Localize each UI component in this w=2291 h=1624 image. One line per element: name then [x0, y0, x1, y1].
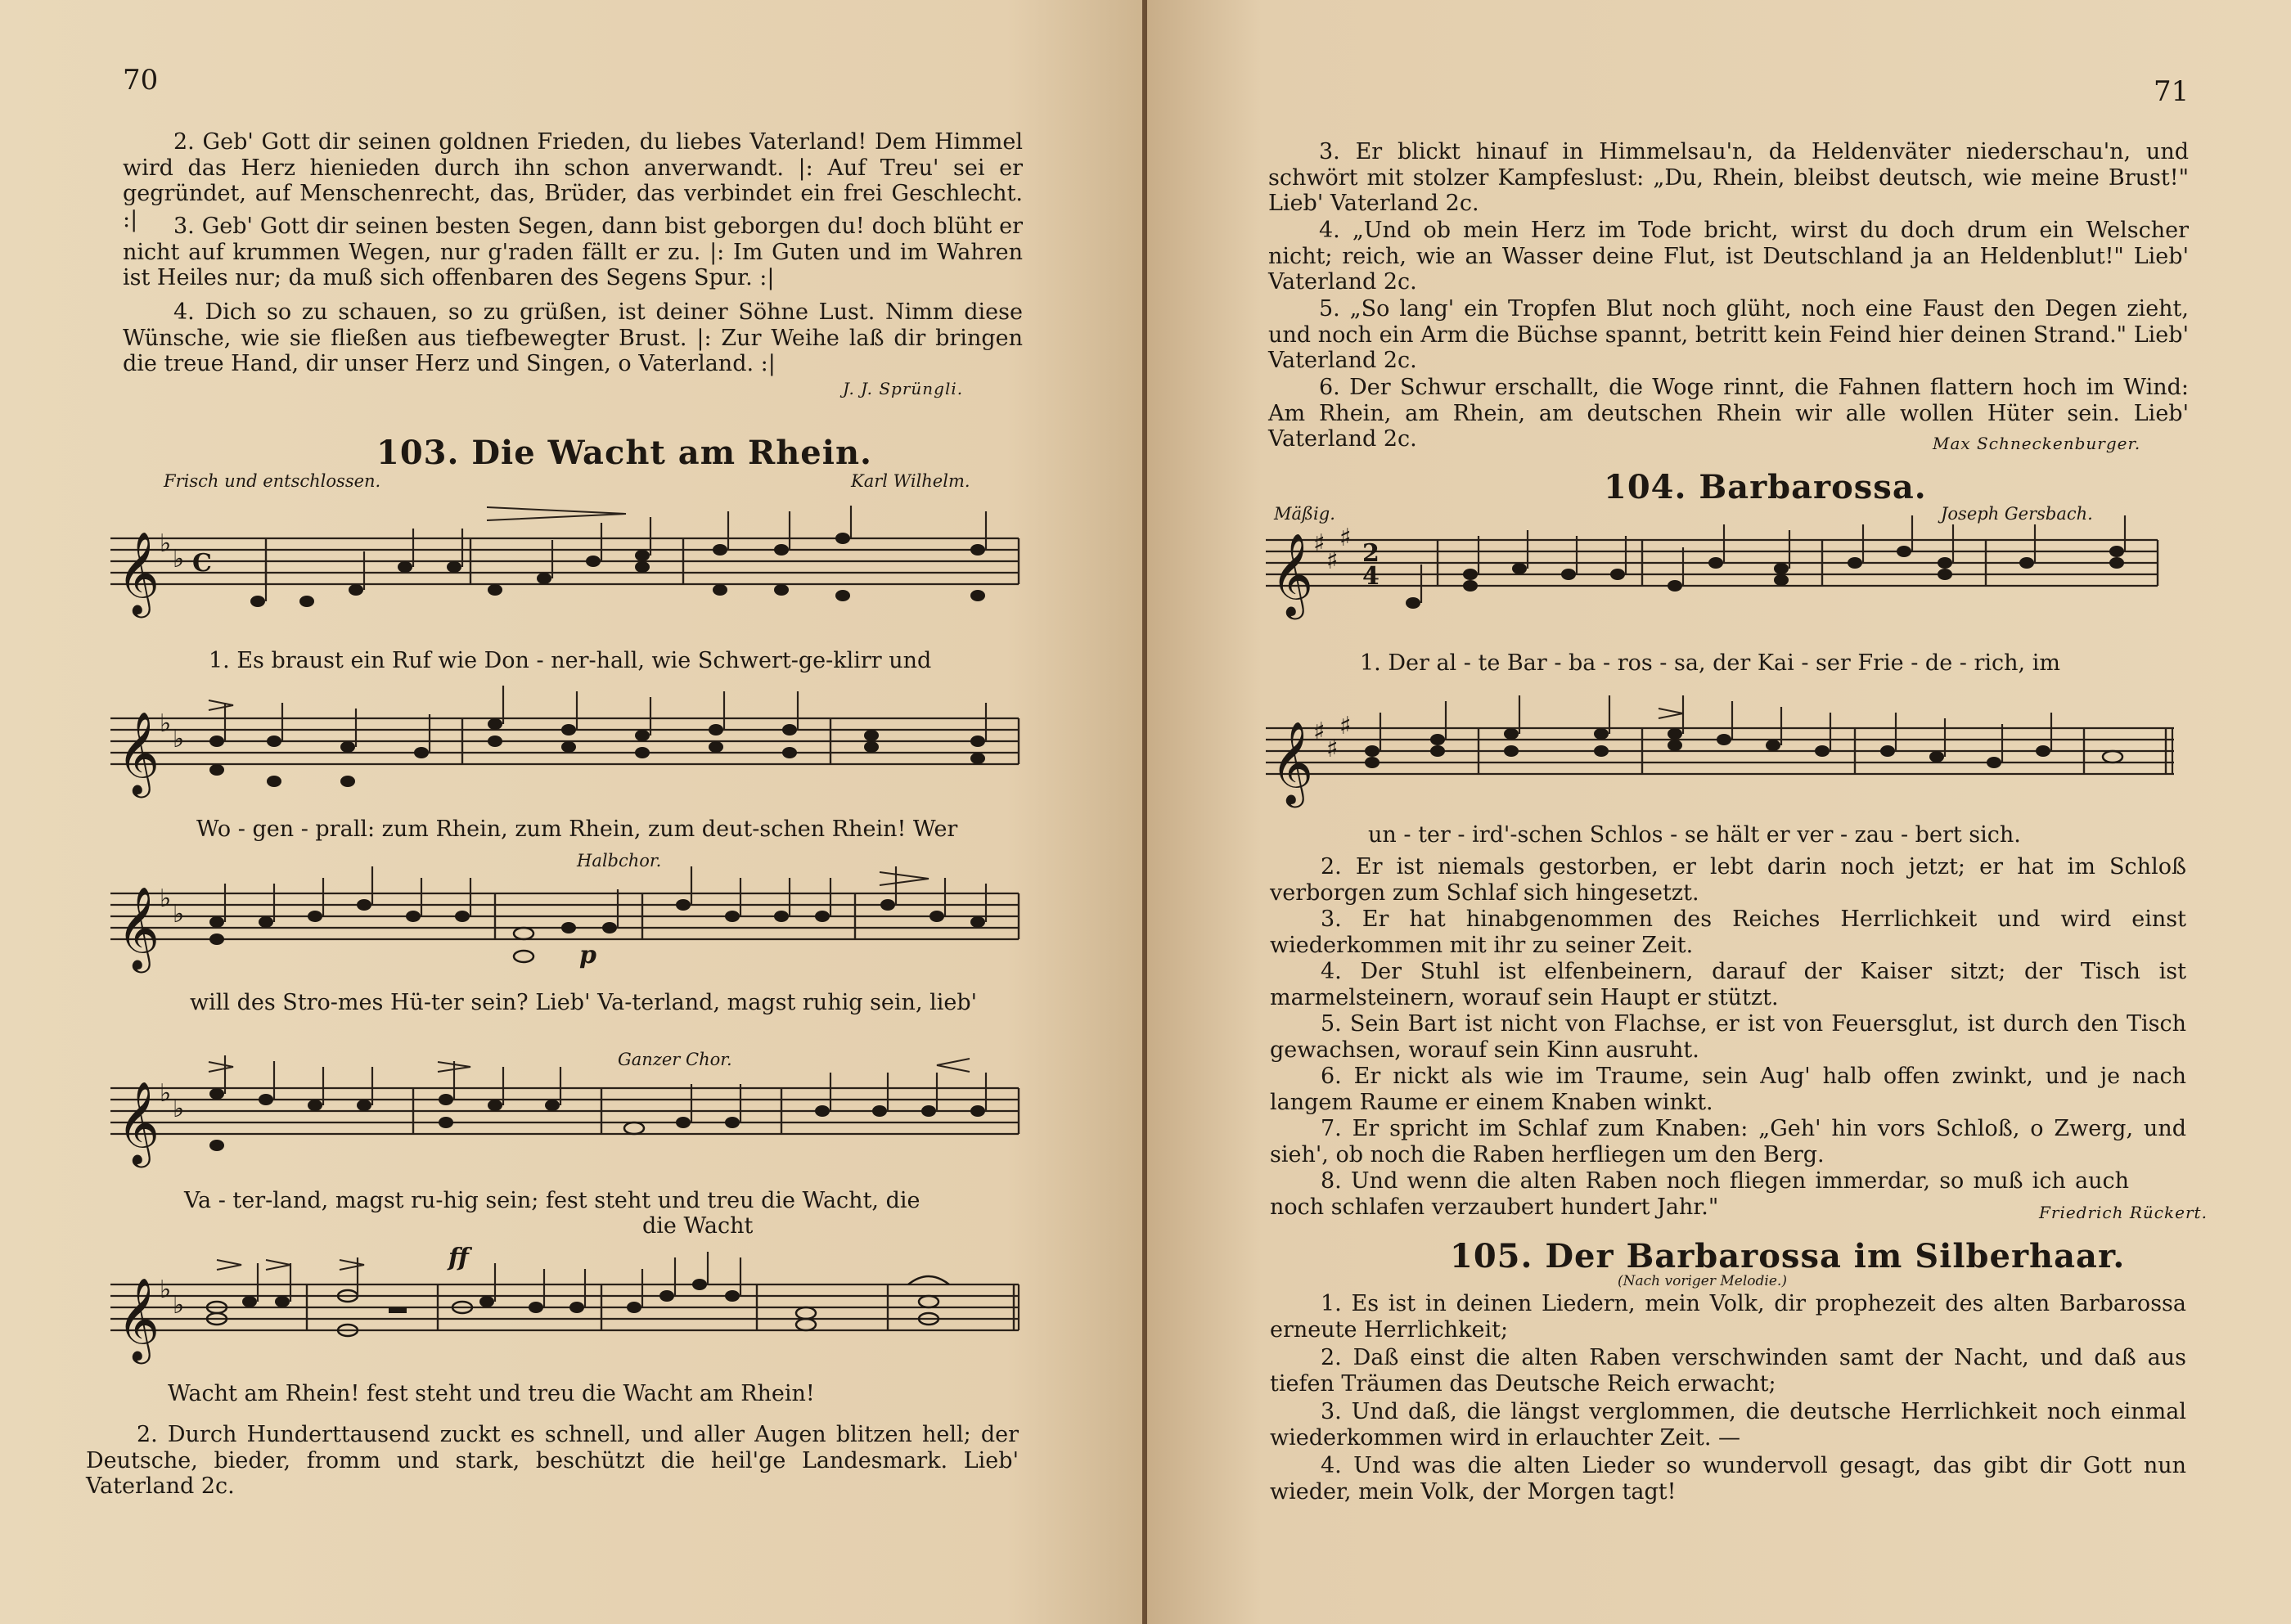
svg-text:♭: ♭ [160, 1079, 172, 1108]
svg-text:♯: ♯ [1313, 718, 1326, 746]
song-103-tempo: Frisch und entschlossen. [164, 471, 381, 491]
staff-103-5 [110, 1252, 1027, 1374]
svg-text:♭: ♭ [173, 1291, 185, 1320]
lyric-104-line-2: un - ter - ird'-schen Schlos - se hält er ver - zau - bert sich. [1368, 822, 2021, 848]
verse-104-3: 3. Er hat hinabgenommen des Reiches Herrlichkeit und wird einst wiederkommen mit ihr zu seiner Zeit. [1270, 906, 2186, 958]
treble-clef-icon: 𝄞 [117, 530, 160, 614]
treble-clef-icon: 𝄞 [117, 885, 160, 969]
page-number-left: 70 [123, 64, 159, 97]
song-104-title: 104. Barbarossa. [1604, 468, 1927, 506]
song-104-composer: Joseph Gersbach. [1941, 504, 2093, 524]
dynamic-p: p [579, 941, 596, 969]
song-103-title: 103. Die Wacht am Rhein. [376, 434, 872, 472]
svg-text:♭: ♭ [160, 1275, 172, 1304]
verse-3-intro: 3. Geb' Gott dir seinen besten Segen, dann bist geborgen du! doch blüht er nicht auf krummen Wegen, nur g'raden fällt er zu. |: Im Guten und im Wahren ist Heiles nur; da muß sich offenbaren des Segens Spur. :| [123, 214, 1023, 291]
svg-text:♭: ♭ [173, 545, 185, 574]
song-104-tempo: Mäßig. [1274, 504, 1335, 524]
verse-103-3: 3. Er blickt hinauf in Himmelsau'n, da Heldenväter niederschau'n, und schwört mit stolzer Kampfeslust: „Du, Rhein, bleibst deutsch, wie meine Brust!" Lieb' Vaterland 2c. [1268, 139, 2189, 217]
svg-text:♭: ♭ [173, 725, 185, 754]
svg-text:♯: ♯ [1326, 547, 1339, 575]
svg-text:♯: ♯ [1339, 524, 1352, 552]
svg-text:♯: ♯ [1326, 735, 1339, 763]
staff-103-3 [110, 861, 1027, 983]
song-105-subtitle: (Nach voriger Melodie.) [1618, 1273, 1787, 1289]
song-103-composer: Karl Wilhelm. [851, 471, 970, 491]
author-schneckenburger: Max Schneckenburger. [1933, 434, 2141, 453]
verse-104-7: 7. Er spricht im Schlaf zum Knaben: „Geh' hin vors Schloß, o Zwerg, und sieh', ob noch die Raben herfliegen um den Berg. [1270, 1116, 2186, 1167]
staff-103-4 [110, 1055, 1027, 1178]
page-number-right: 71 [2154, 75, 2190, 108]
staff-103-2 [110, 686, 1027, 808]
song-105-title: 105. Der Barbarossa im Silberhaar. [1450, 1237, 2126, 1275]
svg-text:♭: ♭ [173, 900, 185, 929]
lyric-103-line-3: will des Stro-mes Hü-ter sein? Lieb' Va-terland, magst ruhig sein, lieb' [190, 990, 978, 1015]
treble-clef-icon: 𝄞 [117, 1080, 160, 1164]
verse-104-6: 6. Er nickt als wie im Traume, sein Aug' halb offen zwinkt, und je nach langem Raume er einem Knaben winkt. [1270, 1064, 2186, 1115]
svg-text:♭: ♭ [160, 709, 172, 738]
svg-text:♯: ♯ [1313, 529, 1326, 558]
treble-clef-icon: 𝄞 [1271, 720, 1314, 804]
cue-halbchor: Halbchor. [577, 851, 662, 870]
right-page [1147, 0, 2291, 1624]
left-page [0, 0, 1144, 1624]
lyric-104-line-1: 1. Der al - te Bar - ba - ros - sa, der Kai - ser Frie - de - rich, im [1360, 650, 2060, 676]
verse-105-1: 1. Es ist in deinen Liedern, mein Volk, dir prophezeit des alten Barbarossa erneute Herrlichkeit; [1270, 1291, 2186, 1343]
verse-105-2: 2. Daß einst die alten Raben verschwinden samt der Nacht, und daß aus tiefen Träumen das Deutsche Reich erwacht; [1270, 1345, 2186, 1397]
svg-text:4: 4 [1362, 562, 1380, 591]
verse-104-4: 4. Der Stuhl ist elfenbeinern, darauf der Kaiser sitzt; der Tisch ist marmelsteinern, worauf sein Haupt er stützt. [1270, 959, 2186, 1010]
verse-103-4: 4. „Und ob mein Herz im Tode bricht, wirst du doch drum ein Welscher nicht; reich, wie an Wasser deine Flut, ist Deutschland ja an Heldenblut!" Lieb' Vaterland 2c. [1268, 218, 2189, 295]
verse-104-8: 8. Und wenn die alten Raben noch fliegen immerdar, so muß ich auch noch schlafen verzaubert hundert Jahr." [1270, 1168, 2129, 1220]
lyric-103-line-4: Va - ter-land, magst ru-hig sein; fest steht und treu die Wacht, die [184, 1188, 920, 1213]
lyric-103-line-2: Wo - gen - prall: zum Rhein, zum Rhein, zum deut-schen Rhein! Wer [196, 816, 958, 842]
treble-clef-icon: 𝄞 [117, 1276, 160, 1361]
verse-105-3: 3. Und daß, die längst verglommen, die deutsche Herrlichkeit noch einmal wiederkommen wird in erlauchter Zeit. — [1270, 1399, 2186, 1451]
staff-103-1 [110, 506, 1027, 637]
svg-text:2: 2 [1362, 539, 1380, 568]
verse-4-intro: 4. Dich so zu schauen, so zu grüßen, ist deiner Söhne Lust. Nimm diese Wünsche, wie sie fließen aus tiefbewegter Brust. |: Zur Weihe laß dir bringen die treue Hand, dir unser Herz und Singen, o Vaterland. :| [123, 299, 1023, 377]
svg-text:♭: ♭ [160, 884, 172, 913]
lyric-103-line-4b: die Wacht [642, 1213, 754, 1239]
verse-2-intro: 2. Geb' Gott dir seinen goldnen Frieden, du liebes Vaterland! Dem Himmel wird das Herz hienieden durch ihn schon anverwandt. |: Auf Treu' sei er gegründet, auf Menschenrecht, das, Brüder, das verbindet ein frei Geschlecht. :| [123, 129, 1023, 232]
svg-text:♭: ♭ [173, 1095, 185, 1123]
lyric-103-line-1: 1. Es braust ein Ruf wie Don - ner-hall, wie Schwert-ge-klirr und [209, 648, 932, 673]
verse-104-2: 2. Er ist niemals gestorben, er lebt darin noch jetzt; er hat im Schloß verborgen zum Schlaf sich hingesetzt. [1270, 854, 2186, 906]
svg-text:♯: ♯ [1339, 712, 1352, 740]
dynamic-ff: ff [448, 1244, 469, 1272]
svg-text:C: C [192, 549, 212, 578]
treble-clef-icon: 𝄞 [1271, 532, 1314, 616]
svg-text:♭: ♭ [160, 529, 172, 558]
cue-ganzer-chor: Ganzer Chor. [618, 1050, 732, 1069]
staff-104-1 [1266, 515, 2182, 646]
intro-author: J. J. Sprüngli. [843, 379, 964, 398]
author-rueckert: Friedrich Rückert. [2039, 1203, 2208, 1222]
treble-clef-icon: 𝄞 [117, 710, 160, 794]
verse-104-5: 5. Sein Bart ist nicht von Flachse, er ist von Feuersglut, ist durch den Tisch gewachsen, worauf sein Kinn ausruht. [1270, 1011, 2186, 1063]
lyric-103-line-5: Wacht am Rhein! fest steht und treu die Wacht am Rhein! [168, 1381, 815, 1406]
verse-105-4: 4. Und was die alten Lieder so wundervoll gesagt, das gibt dir Gott nun wieder, mein Volk, der Morgen tagt! [1270, 1453, 2186, 1505]
verse-103-5: 5. „So lang' ein Tropfen Blut noch glüht, noch eine Faust den Degen zieht, und noch ein Arm die Büchse spannt, betritt kein Feind hier deinen Strand." Lieb' Vaterland 2c. [1268, 296, 2189, 374]
verse-103-2: 2. Durch Hunderttausend zuckt es schnell, und aller Augen blitzen hell; der Deutsche, bieder, fromm und stark, beschützt die heil'ge Landesmark. Lieb' Vaterland 2c. [86, 1422, 1019, 1500]
verse-103-6: 6. Der Schwur erschallt, die Woge rinnt, die Fahnen flattern hoch im Wind: Am Rhein, am Rhein, am deutschen Rhein wir alle wollen Hüter sein. Lieb' Vaterland 2c. [1268, 375, 2189, 452]
staff-104-2 [1266, 695, 2182, 826]
